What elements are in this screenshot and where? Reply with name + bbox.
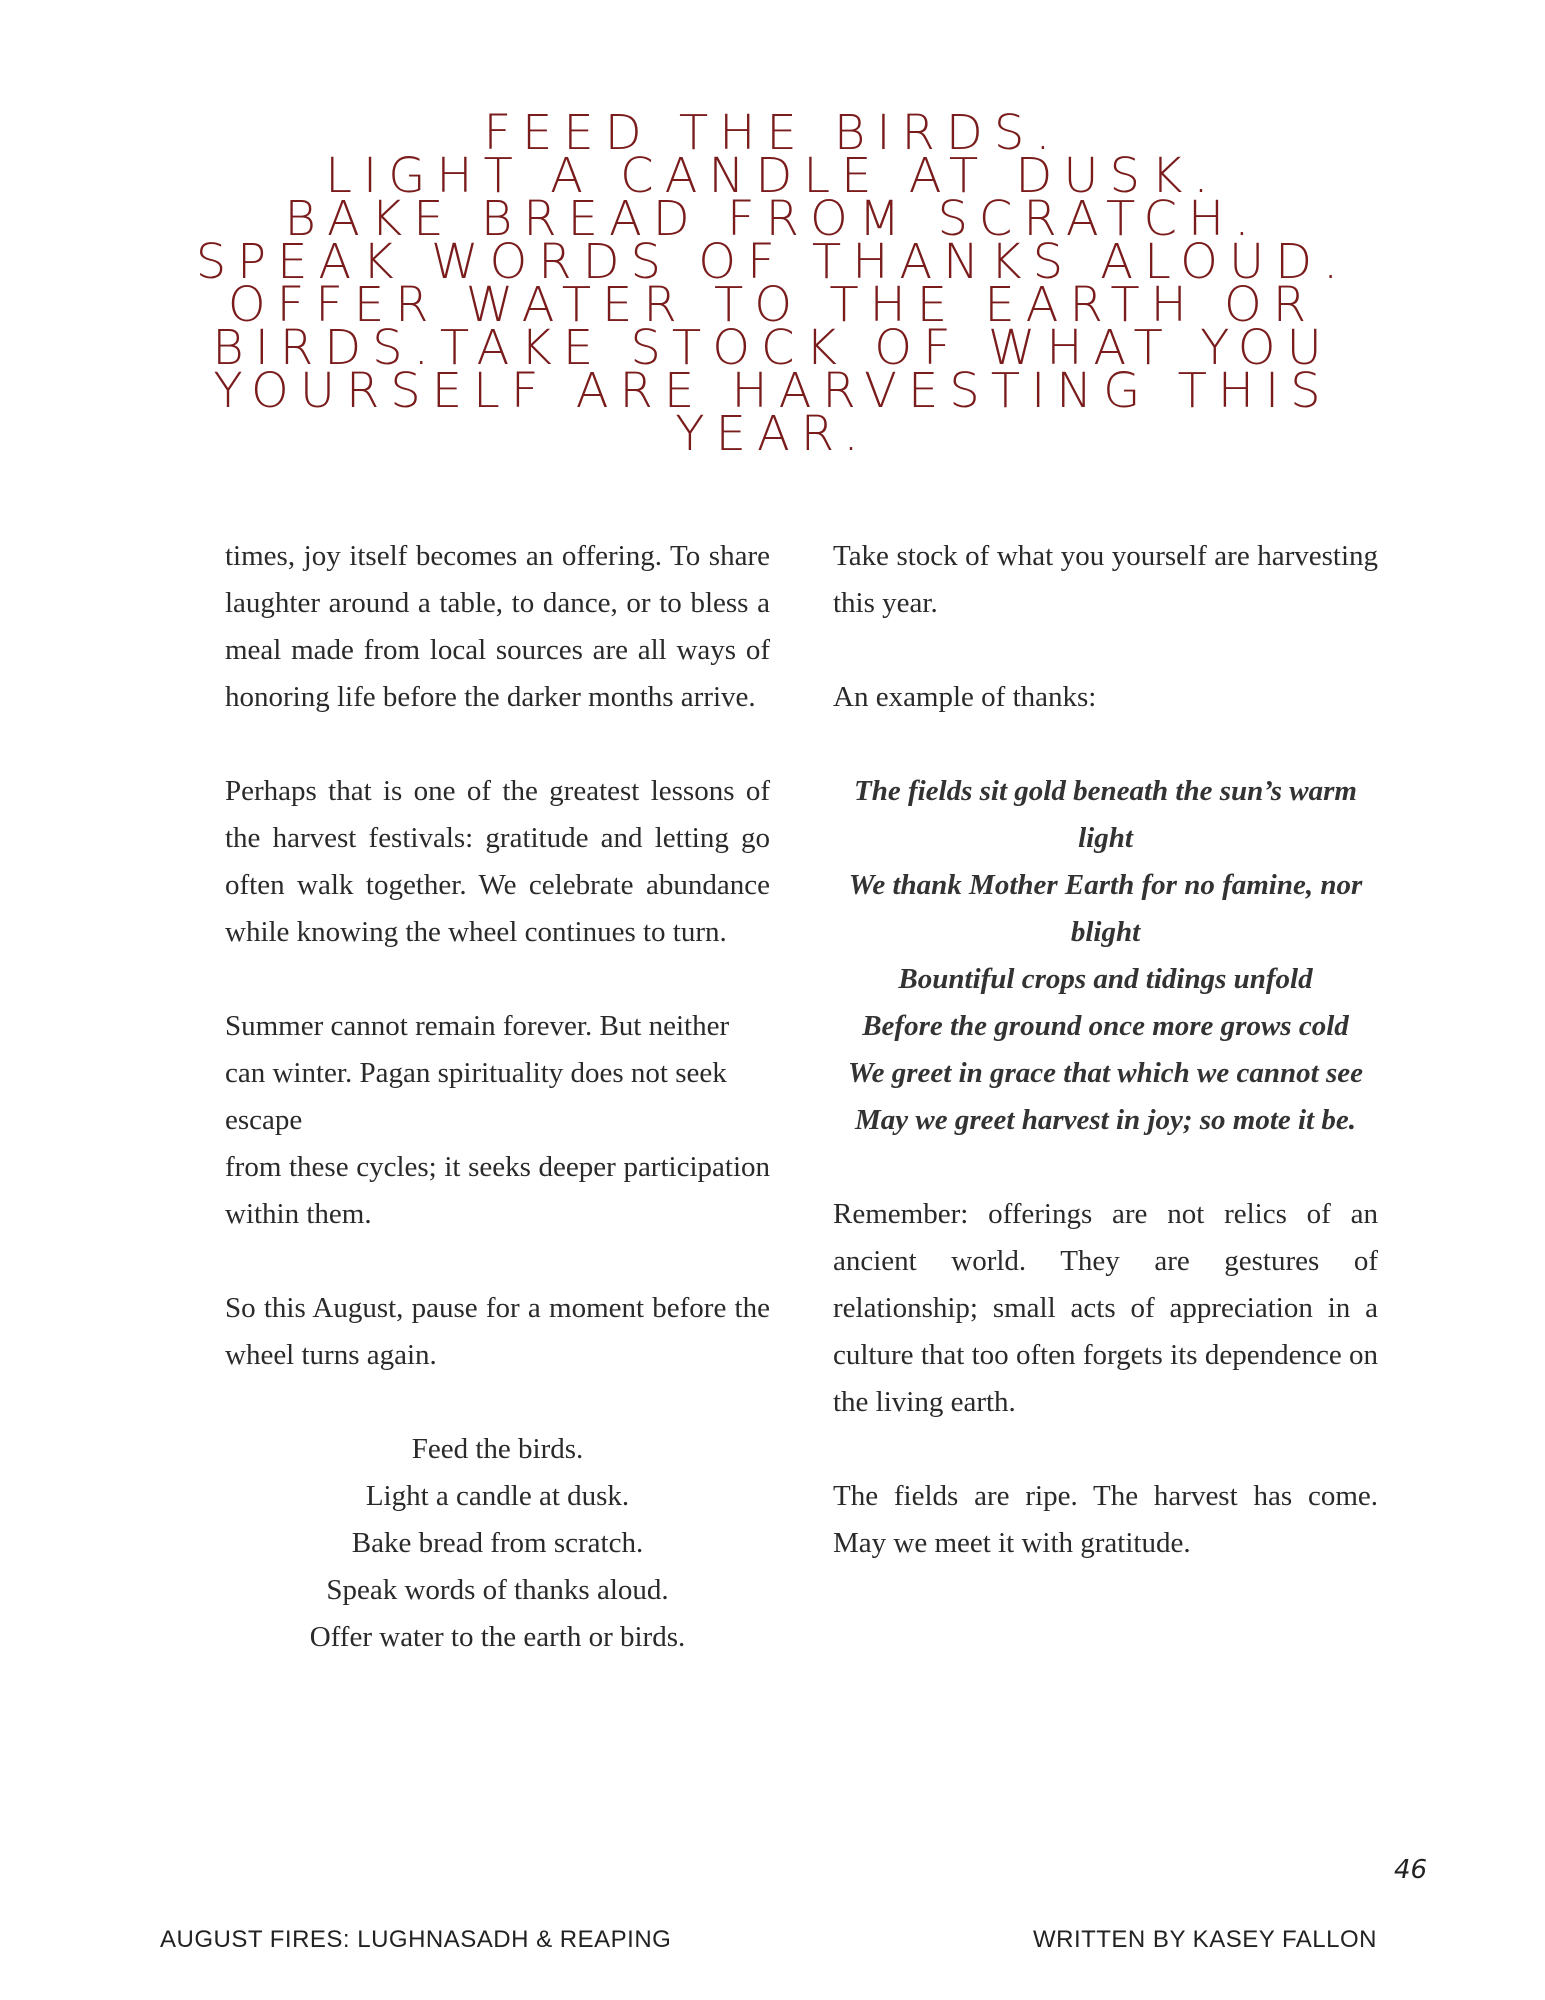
paragraph: Perhaps that is one of the greatest lessons of the harvest festivals: gratitude and letting go often walk together. We celebrate abundance while knowing the wheel continues to turn. [225, 775, 770, 948]
paragraph: So this August, pause for a moment before the wheel turns again. [225, 1292, 770, 1371]
headline-line: FEED THE BIRDS. [483, 105, 1062, 161]
list-item: Bake bread from scratch. [351, 1527, 644, 1559]
paragraph: times, joy itself becomes an offering. To share laughter around a table, to dance, or to bless a meal made from local sources are all ways of honoring life before the darker months arrive. [225, 540, 770, 713]
headline-line: BAKE BREAD FROM SCRATCH. [284, 191, 1261, 247]
headline-line: YEAR. [675, 406, 870, 462]
paragraph: Take stock of what you yourself are harvesting this year. [833, 540, 1378, 619]
right-column [833, 533, 1378, 1614]
headline-line: OFFER WATER TO THE EARTH OR [227, 277, 1318, 333]
ritual-list [225, 1426, 770, 1661]
poem-line: The fields sit gold beneath the sun’s warm light [854, 775, 1357, 854]
footer-author: WRITTEN BY KASEY FALLON [1032, 1926, 1377, 1953]
paragraph: Remember: offerings are not relics of an ancient world. They are gestures of relationship; small acts of appreciation in a culture that too often forgets its dependence on the living earth. [833, 1198, 1378, 1418]
poem-line: Bountiful crops and tidings unfold [898, 963, 1313, 995]
paragraph: An example of thanks: [833, 681, 1097, 713]
poem-line: May we greet harvest in joy; so mote it be. [855, 1104, 1356, 1136]
page-number: 46 [1394, 1855, 1428, 1885]
paragraph: Summer cannot remain forever. But neither can winter. Pagan spirituality does not seek escape [225, 1010, 730, 1136]
headline-line: LIGHT A CANDLE AT DUSK. [325, 148, 1220, 204]
list-item: Feed the birds. [411, 1433, 584, 1465]
poem-line: We thank Mother Earth for no famine, nor blight [848, 869, 1363, 948]
left-column [225, 533, 770, 1661]
poem-line: Before the ground once more grows cold [862, 1010, 1349, 1042]
headline-line: BIRDS.TAKE STOCK OF WHAT YOU [212, 320, 1333, 376]
headline-line: YOURSELF ARE HARVESTING THIS [213, 363, 1332, 419]
thanks-poem [833, 768, 1378, 1144]
headline-line: SPEAK WORDS OF THANKS ALOUD. [195, 234, 1350, 290]
list-item: Offer water to the earth or birds. [309, 1621, 686, 1653]
paragraph: from these cycles; it seeks deeper participation within them. [225, 1151, 770, 1230]
list-item: Light a candle at dusk. [365, 1480, 630, 1512]
footer-title: AUGUST FIRES: LUGHNASADH & REAPING [160, 1926, 672, 1953]
headline-quote [170, 105, 1375, 462]
paragraph: The fields are ripe. The harvest has come. May we meet it with gratitude. [833, 1480, 1378, 1559]
poem-line: We greet in grace that which we cannot see [847, 1057, 1363, 1089]
list-item: Speak words of thanks aloud. [326, 1574, 669, 1606]
